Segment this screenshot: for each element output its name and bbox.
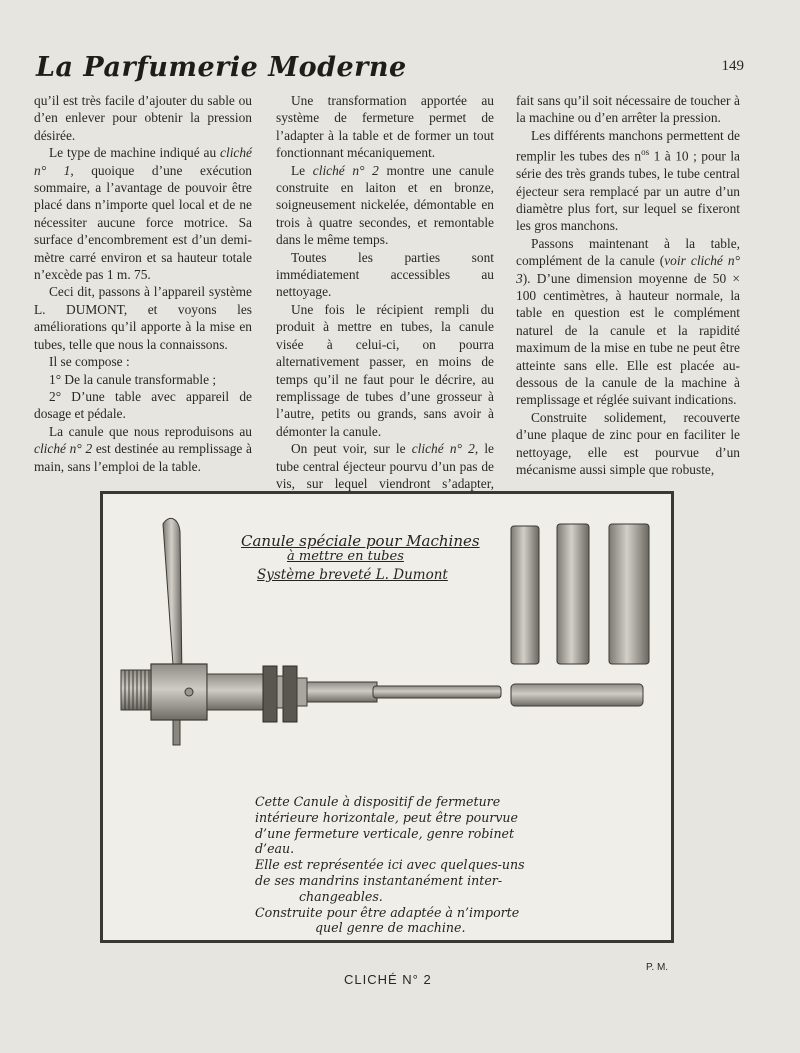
description-line: Elle est représentée ici avec quelques-uns: [255, 857, 525, 873]
figure-title: Canule spéciale pour Machines: [241, 532, 480, 550]
description-line: de ses mandrins instantanément inter-: [255, 872, 503, 888]
figure-reference: cliché n° 2: [34, 441, 93, 457]
description-line: quel genre de machine.: [315, 920, 466, 936]
description-line: changeables.: [299, 888, 383, 904]
paragraph: La canule que nous reproduisons au cliché n° 2 est destinée au remplissage à main, sans l’emploi de la table.: [34, 423, 252, 474]
paragraph: Les différents manchons permettent de remplir les tubes des $n^{os}$ 1 à 10 ; pour la série des très grands tubes, le tube central éjecteur sera remplacé par un autre d’un diamètre plus fort, sur lequel se fixeront les gros manchons.: [516, 127, 741, 234]
journal-masthead: La Parfumerie Moderne: [36, 52, 407, 83]
mandrel-sleeve: [557, 524, 589, 664]
figure-caption: CLICHÉ N° 2: [344, 972, 432, 987]
description-line: intérieure horizontale, peut être pourvue: [255, 809, 518, 825]
description-line: d’eau.: [255, 841, 295, 857]
description-line: Construite pour être adaptée à n’importe: [255, 904, 520, 920]
figure-patent-line: Système breveté L. Dumont: [257, 567, 448, 583]
paragraph: fait sans qu’il soit nécessaire de toucher à la machine ou d’en arrêter la pression.: [516, 93, 740, 126]
figure-reference: cliché n° 1: [34, 145, 252, 178]
description-line: Cette Canule à dispositif de fermeture: [255, 794, 501, 809]
paragraph: On peut voir, sur le cliché n° 2, le tube central éjecteur pourvu d’un pas de vis, sur lequel viendront s’adapter,: [276, 441, 495, 491]
paragraph: Toutes les parties sont immédiatement accessibles au nettoyage.: [276, 249, 494, 300]
ejector-tube: [307, 682, 377, 702]
mandrel-sleeve: [511, 526, 539, 664]
description-line: d’une fermeture verticale, genre robinet: [255, 825, 515, 841]
text-column-1: [34, 92, 252, 475]
mandrel-sleeve: [609, 524, 649, 664]
paragraph: Le cliché n° 2 montre une canule construite en laiton et en bronze, soigneusement nickelée, démontable en trois à quatre secondes, et remontable dans le même temps.: [276, 162, 494, 248]
figure-reference: cliché n° 2: [312, 162, 379, 178]
mandrel-rod: [511, 684, 643, 706]
figure-reference: voir cliché n° 3: [516, 253, 740, 286]
page-header: [36, 52, 748, 86]
figure-credit: P. M.: [646, 962, 669, 973]
figure-plate: [100, 491, 674, 943]
paragraph: Ceci dit, passons à l’appareil système L. DUMONT, et voyons les améliorations qu’il apporte à la mise en tubes, telle que nous la connaissons.: [34, 284, 252, 352]
text-column-3: [516, 92, 740, 478]
figure-description: [255, 794, 555, 936]
list-item: 2° D’une table avec appareil de dosage et pédale.: [34, 388, 252, 422]
page-number: 149: [721, 58, 744, 74]
paragraph: Une transformation apportée au système de fermeture permet de l’adapter à la table et de former un tout fonctionnant mécaniquement.: [276, 93, 494, 161]
list-item: 1° De la canule transformable ;: [49, 371, 217, 387]
knurled-ring: [263, 666, 277, 722]
figure-subtitle: à mettre en tubes: [287, 549, 404, 564]
knurled-ring: [283, 666, 297, 722]
paragraph: qu’il est très facile d’ajouter du sable ou d’en enlever pour obtenir la pression désirée.: [34, 93, 252, 143]
paragraph: Passons maintenant à la table, complément de la canule (voir cliché n° 3). D’une dimension moyenne de 50 × 100 centimètres, à hauteur normale, la table en question est le complément naturel de la canule et la rapidité maximum de la mise en tube ne peut être atteinte sans elle. Elle est placée au-dessous de la canule de la machine à remplissage et réglée suivant indications.: [516, 235, 740, 408]
figure-reference: cliché n° 2: [411, 441, 475, 457]
paragraph: Le type de machine indiqué au cliché n° 1, quoique d’une exécution sommaire, a l’avantage de pouvoir être placé dans n’importe quel local et de ne nécessiter aucune force motrice. Sa surface d’encombrement est d’un demi-mètre carré environ et sa hauteur totale n’excède pas 1 m. 75.: [34, 145, 253, 283]
paragraph: Une fois le récipient rempli du produit à mettre en tubes, la canule visée à celui-ci, on pourra alternativement passer, en moins de temps qu’il ne faut pour le décrire, au remplissage de tubes d’une grosseur à l’autre, petits ou grands, sans avoir à démonter la canule.: [276, 301, 494, 439]
lever-handle: [163, 518, 182, 679]
list-intro: Il se compose :: [49, 354, 130, 370]
text-column-2: [276, 92, 494, 527]
paragraph: Construite solidement, recouverte d’une plaque de zinc pour en faciliter le nettoyage, elle est pourvue d’un mécanisme aussi simple que robuste,: [516, 409, 740, 477]
valve-body: [151, 664, 207, 720]
